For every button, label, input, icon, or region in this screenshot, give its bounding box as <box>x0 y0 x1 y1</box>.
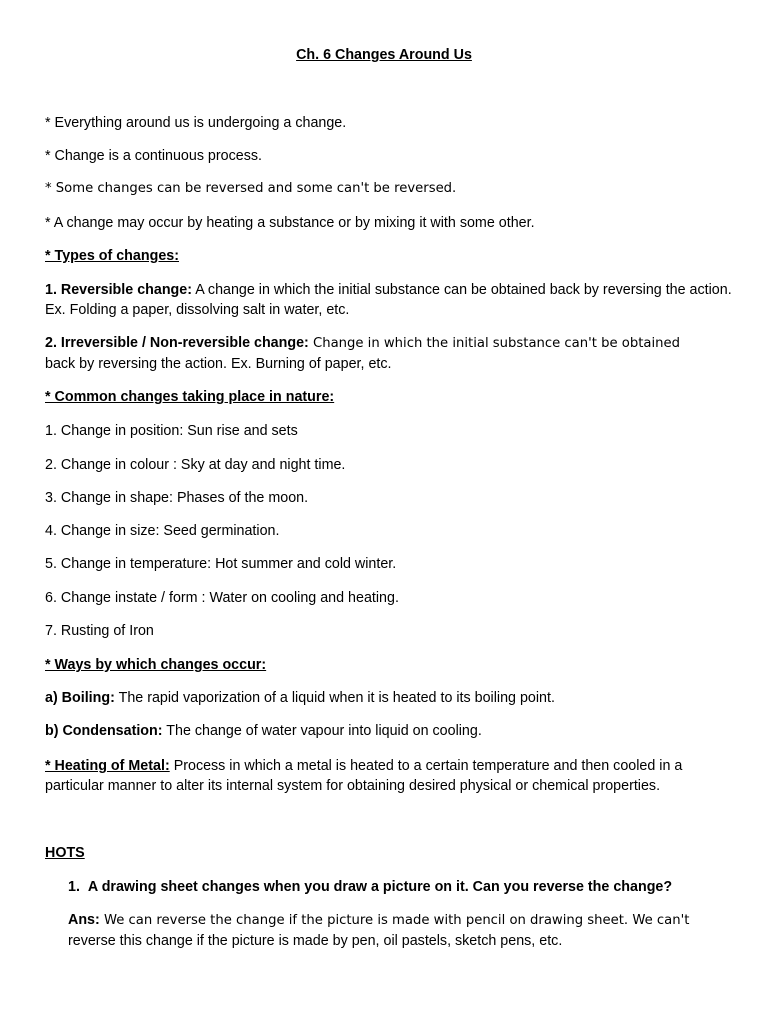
irreversible-change-line-2: back by reversing the action. Ex. Burning of paper, etc. <box>45 356 392 372</box>
hots-answer-line-1 <box>68 910 689 931</box>
ways-heading: * Ways by which changes occur: <box>45 657 267 673</box>
boiling-definition <box>45 688 555 708</box>
hots-heading: HOTS <box>45 845 85 861</box>
intro-line-2: * Change is a continuous process. <box>45 148 262 164</box>
intro-line-4: * A change may occur by heating a substance or by mixing it with some other. <box>45 215 535 231</box>
common-change-item: 6. Change instate / form : Water on cooling and heating. <box>45 590 399 606</box>
hots-answer-text-1: We can reverse the change if the picture is made with pencil on drawing sheet. We can't <box>99 913 690 928</box>
irreversible-change-term: 2. Irreversible / Non-reversible change: <box>45 335 309 351</box>
intro-line-1: * Everything around us is undergoing a change. <box>45 115 347 131</box>
hots-answer-label: Ans: <box>68 912 100 928</box>
hots-question-text: A drawing sheet changes when you draw a picture on it. Can you reverse the change? <box>87 879 673 895</box>
hots-question-number: 1. <box>68 879 80 895</box>
intro-line-3: * Some changes can be reversed and some can't be reversed. <box>45 181 457 196</box>
common-change-item: 7. Rusting of Iron <box>45 623 154 639</box>
reversible-change-term: 1. Reversible change: <box>45 282 193 298</box>
hots-answer-line-2: reverse this change if the picture is made by pen, oil pastels, sketch pens, etc. <box>68 933 563 949</box>
heating-of-metal-term: * Heating of Metal: <box>45 758 170 774</box>
irreversible-change-line-1 <box>45 333 680 354</box>
condensation-text: The change of water vapour into liquid on cooling. <box>162 723 482 739</box>
common-change-item: 4. Change in size: Seed germination. <box>45 523 280 539</box>
common-change-item: 2. Change in colour : Sky at day and night time. <box>45 457 346 473</box>
reversible-change-text: A change in which the initial substance can be obtained back by reversing the action. Ex. Folding a paper, dissolving salt in water, etc. <box>45 282 732 318</box>
condensation-term: b) Condensation: <box>45 723 163 739</box>
common-changes-heading: * Common changes taking place in nature: <box>45 389 335 405</box>
common-change-item: 1. Change in position: Sun rise and sets <box>45 423 298 439</box>
common-change-item: 3. Change in shape: Phases of the moon. <box>45 490 309 506</box>
boiling-term: a) Boiling: <box>45 690 115 706</box>
heating-of-metal-definition <box>45 756 735 796</box>
common-change-item: 5. Change in temperature: Hot summer and cold winter. <box>45 556 397 572</box>
boiling-text: The rapid vaporization of a liquid when it is heated to its boiling point. <box>114 690 555 706</box>
heating-of-metal-text: Process in which a metal is heated to a certain temperature and then cooled in a particular manner to alter its internal system for obtaining desired physical or chemical properties. <box>45 758 683 794</box>
hots-question <box>68 877 672 897</box>
types-heading: * Types of changes: <box>45 248 179 264</box>
page-title: Ch. 6 Changes Around Us <box>296 47 472 63</box>
irreversible-change-text-1: Change in which the initial substance can't be obtained <box>308 336 680 351</box>
reversible-change-definition <box>45 280 735 320</box>
condensation-definition <box>45 721 482 741</box>
